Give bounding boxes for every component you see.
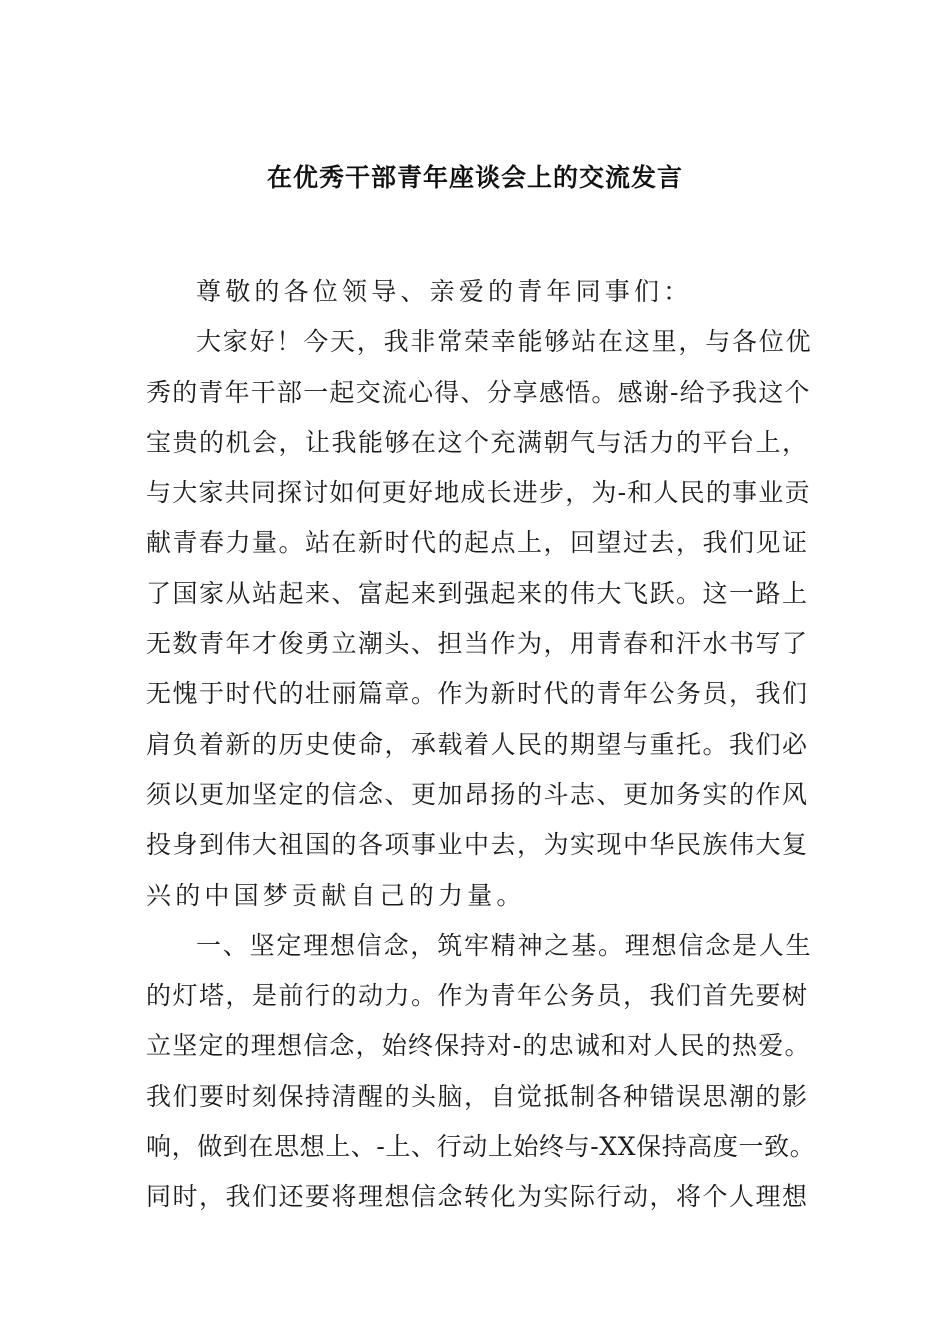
- text-line: 献青春力量。站在新时代的起点上，回望过去，我们见证: [146, 528, 809, 558]
- text-line: 须以更加坚定的信念、更加昂扬的斗志、更加务实的作风: [146, 779, 809, 809]
- text-line: 兴的中国梦贡献自己的力量。: [146, 880, 526, 910]
- document-body: [146, 267, 816, 1223]
- text-line: 无愧于时代的壮丽篇章。作为新时代的青年公务员，我们: [146, 679, 809, 709]
- text-line: 秀的青年干部一起交流心得、分享感悟。感谢-给予我这个: [146, 377, 811, 407]
- text-line: 与大家共同探讨如何更好地成长进步，为-和人民的事业贡: [146, 478, 811, 508]
- section-heading-line: 一、坚定理想信念，筑牢精神之基。理想信念是人生: [196, 930, 813, 960]
- text-line: 响，做到在思想上、-上、行动上始终与-XX保持高度一致。: [146, 1132, 816, 1162]
- text-line: 投身到伟大祖国的各项事业中去，为实现中华民族伟大复: [146, 830, 809, 860]
- text-line: 肩负着新的历史使命，承载着人民的期望与重托。我们必: [146, 729, 809, 759]
- document-title: 在优秀干部青年座谈会上的交流发言: [266, 163, 683, 192]
- text-line: 无数青年才俊勇立潮头、担当作为，用青春和汗水书写了: [146, 629, 809, 659]
- text-line: 立坚定的理想信念，始终保持对-的忠诚和对人民的热爱。: [146, 1031, 811, 1061]
- text-line: 我们要时刻保持清醒的头脑，自觉抵制各种错误思潮的影: [146, 1081, 809, 1111]
- text-line: 的灯塔，是前行的动力。作为青年公务员，我们首先要树: [146, 981, 809, 1011]
- text-line: 大家好！今天，我非常荣幸能够站在这里，与各位优: [196, 327, 813, 357]
- text-line: 宝贵的机会，让我能够在这个充满朝气与活力的平台上，: [146, 427, 809, 457]
- text-line: 了国家从站起来、富起来到强起来的伟大飞跃。这一路上: [146, 578, 809, 608]
- text-line-salutation: 尊敬的各位领导、亲爱的青年同事们：: [196, 277, 693, 306]
- text-line: 同时，我们还要将理想信念转化为实际行动，将个人理想: [146, 1182, 809, 1212]
